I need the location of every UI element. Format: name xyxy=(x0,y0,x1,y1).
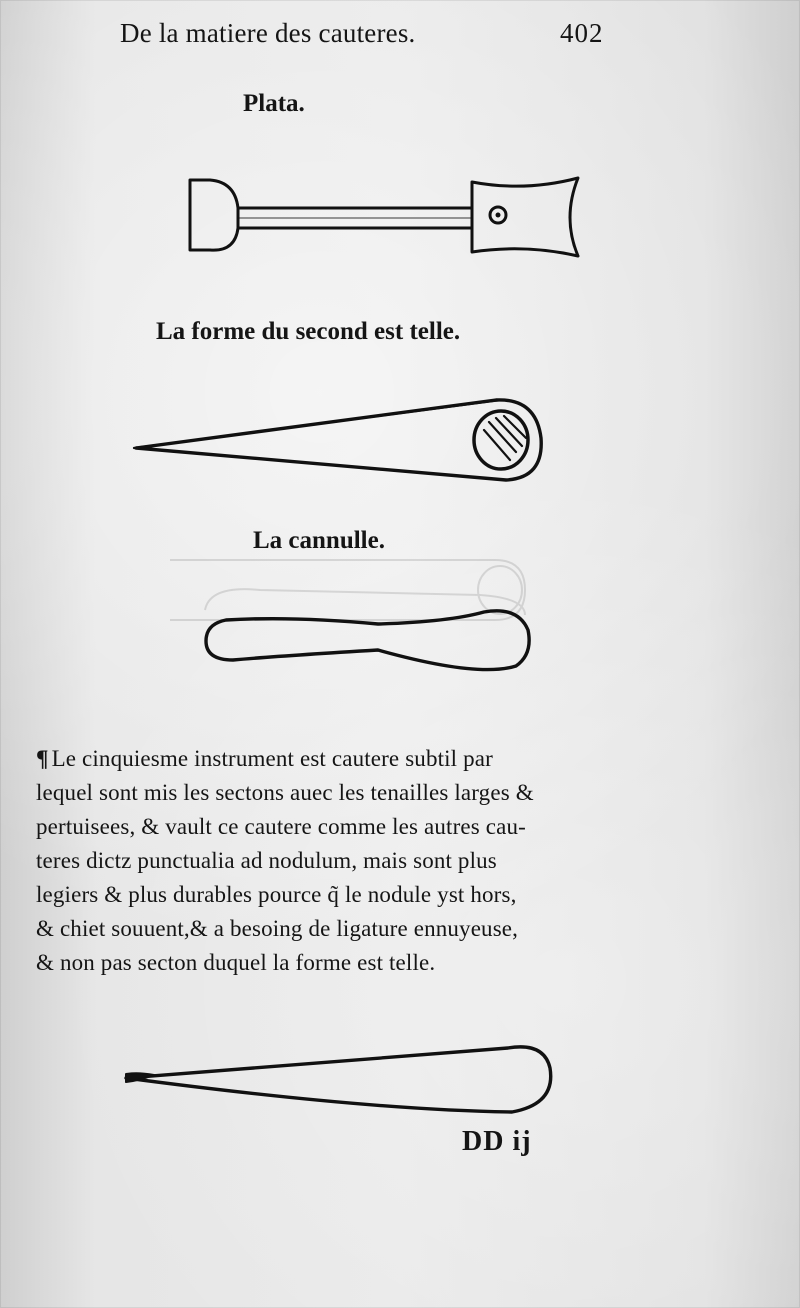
fifth-cautery-icon xyxy=(118,1032,578,1127)
caption-plata: Plata. xyxy=(243,90,305,117)
paragraph-line xyxy=(36,742,650,776)
paragraph-line: pertuisees, & vault ce cautere comme les autres cau- xyxy=(36,814,526,839)
paragraph-line-text: Le cinquiesme instrument est cautere subtil par xyxy=(51,746,493,771)
plata-cautery-icon xyxy=(180,170,600,280)
caption-second-form: La forme du second est telle. xyxy=(156,318,461,345)
caption-cannulle: La cannulle. xyxy=(253,527,385,554)
body-paragraph xyxy=(36,742,650,980)
second-cautery-icon xyxy=(126,392,556,502)
folio-number: 402 xyxy=(560,18,604,48)
pilcrow-mark: ¶ xyxy=(36,746,49,771)
paragraph-line: & non pas secton duquel la forme est telle. xyxy=(36,950,436,975)
paragraph-line: legiers & plus durables pource q̃ le nodule yst hors, xyxy=(36,882,517,907)
paragraph-line: lequel sont mis les sectons auec les tenailles larges & xyxy=(36,780,534,805)
cannulle-icon xyxy=(198,598,538,688)
paragraph-line: teres dictz punctualia ad nodulum, mais sont plus xyxy=(36,848,497,873)
signature-mark: DD ij xyxy=(462,1126,532,1157)
running-head: De la matiere des cauteres. xyxy=(120,18,416,48)
paragraph-line: & chiet souuent,& a besoing de ligature ennuyeuse, xyxy=(36,916,519,941)
